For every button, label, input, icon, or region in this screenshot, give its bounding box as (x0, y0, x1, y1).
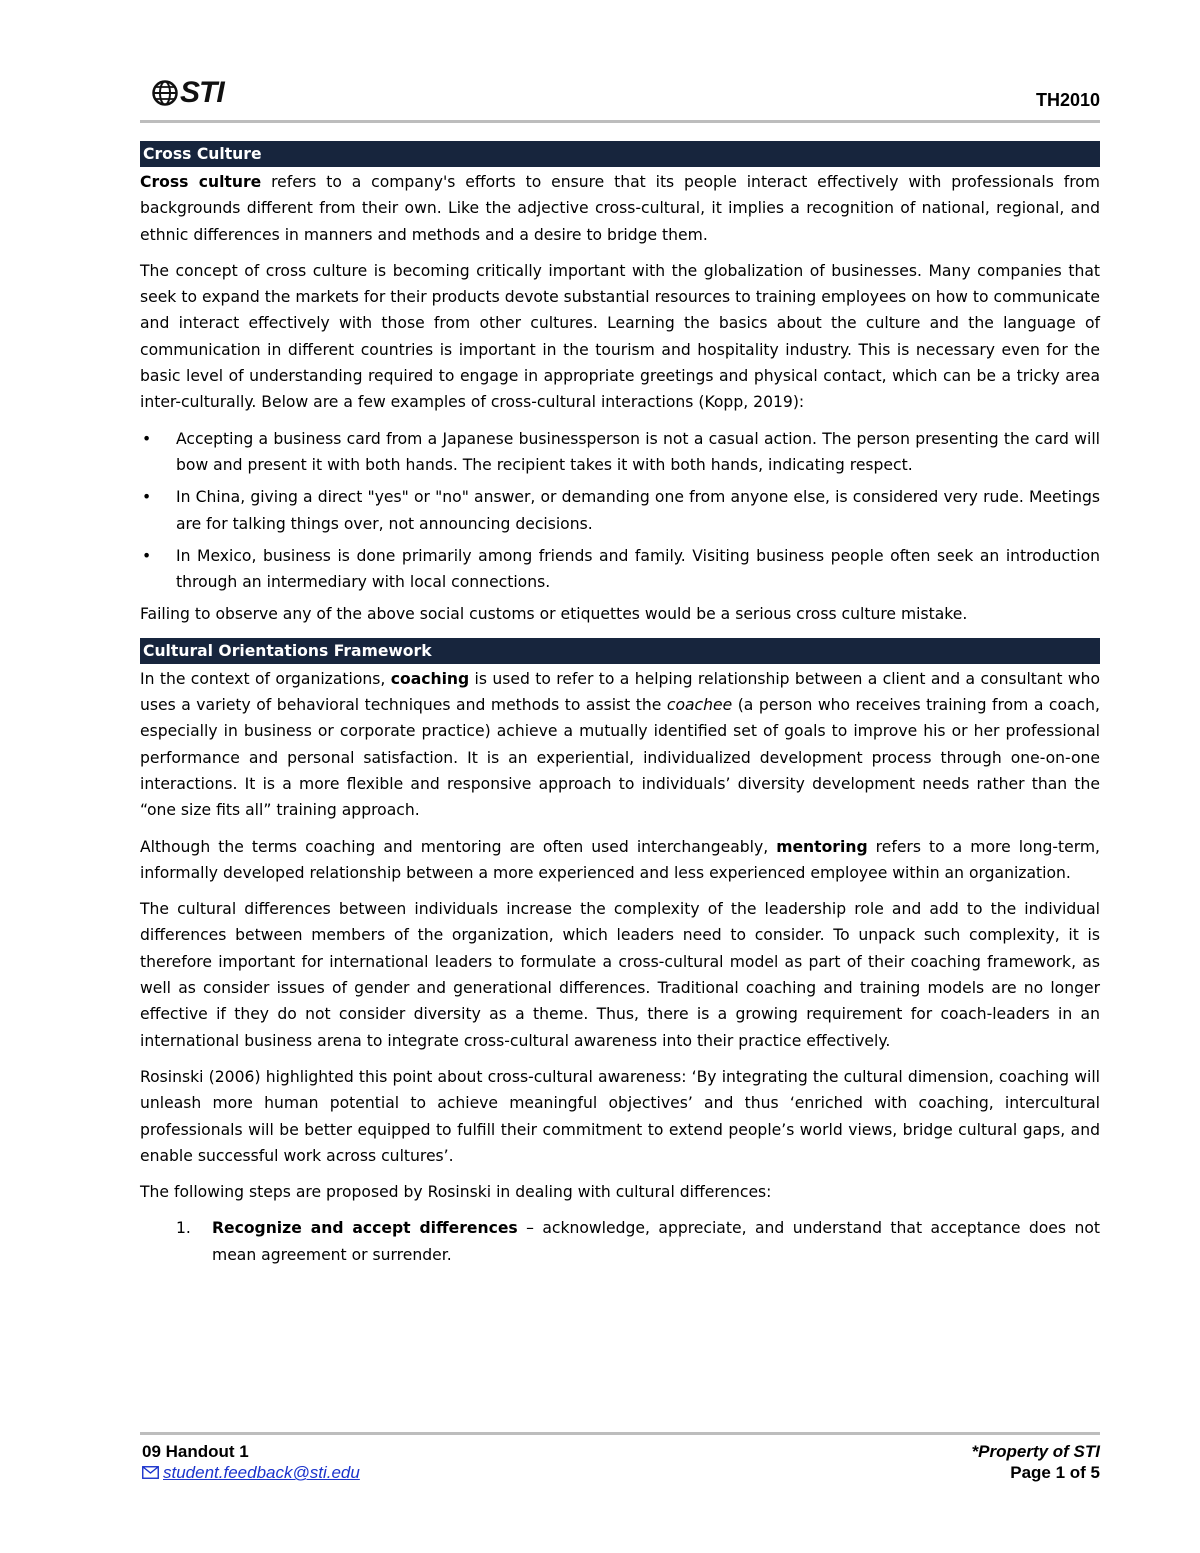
paragraph-text: refers to a more long-term, informally developed relationship between a more experienced and less experienced employee within an organization. (140, 837, 1100, 882)
step-text: – acknowledge, appreciate, and understand that acceptance does not mean agreement or surrender. (212, 1219, 1100, 1264)
paragraph: The concept of cross culture is becoming critically important with the globalization of businesses. Many companies that seek to expand the markets for their products devote substantial resources to training employees on how to communicate and interact effectively with those from other cultures. Learning the basics about the culture and the language of communication in different countries is important in the tourism and hospitality industry. This is necessary even for the basic level of understanding required to engage in appropriate greetings and physical contact, which can be a tricky area inter-culturally. Below are a few examples of cross-cultural interactions (Kopp, 2019): (140, 261, 1100, 412)
paragraph-text: refers to a company's efforts to ensure that its people interact effectively with professionals from backgrounds different from their own. Like the adjective cross-cultural, it implies a recognition of national, regional, and ethnic differences in manners and methods and a desire to bridge them. (140, 173, 1100, 244)
paragraph-text: (a person who receives training from a coach, especially in business or corporate practice) achieve a mutually identified set of goals to improve his or her professional performance and personal satisfaction. It is an experiential, individualized development process through one-on-one interactions. It is a more flexible and responsive approach to individuals’ diversity development needs rather than the “one size fits all” training approach. (140, 696, 1100, 820)
globe-icon (152, 80, 178, 106)
step-term: Recognize and accept differences (212, 1219, 518, 1238)
steps-list (140, 1215, 1100, 1268)
envelope-icon (142, 1466, 159, 1479)
footer-left (142, 1441, 360, 1483)
paragraph (140, 666, 1100, 824)
term-coaching: coaching (390, 669, 470, 688)
logo-text: STI (180, 76, 224, 109)
term-mentoring: mentoring (776, 837, 868, 856)
handout-label: 09 Handout 1 (142, 1442, 249, 1461)
bullet-icon: • (142, 546, 152, 565)
list-item-text: In China, giving a direct "yes" or "no" answer, or demanding one from anyone else, is considered very rude. Meetings are for talking things over, not announcing decisions. (176, 488, 1100, 533)
feedback-email-row (142, 1462, 360, 1483)
property-notice: *Property of STI (971, 1442, 1100, 1461)
sti-logo (152, 78, 224, 108)
page-footer (140, 1432, 1100, 1492)
list-item (140, 426, 1100, 479)
page-body (140, 141, 1100, 1268)
paragraph (140, 834, 1100, 887)
paragraph-text: is used to refer to a helping relationship between a client and a consultant who uses a variety of behavioral techniques and methods to assist the (140, 669, 1101, 715)
document-code: TH2010 (1035, 90, 1100, 110)
paragraph (140, 169, 1100, 248)
footer-divider (140, 1432, 1100, 1435)
feedback-email-link[interactable]: student.feedback@sti.edu (163, 1463, 360, 1482)
section-heading-cross-culture: Cross Culture (140, 141, 1100, 167)
bullet-icon: • (142, 429, 152, 448)
page-number: Page 1 of 5 (1010, 1463, 1100, 1482)
paragraph-text: In the context of organizations, (140, 669, 391, 688)
paragraph: Rosinski (2006) highlighted this point about cross-cultural awareness: ‘By integrating the cultural dimension, coaching will unleash more human potential to achieve meaningful objectives’ and thus ‘enriched with coaching, intercultural professionals will be better equipped to fulfill their commitment to extend people’s world views, bridge cultural gaps, and enable successful work across cultures’. (140, 1067, 1100, 1165)
list-item (140, 484, 1100, 537)
list-item-text: Accepting a business card from a Japanese businessperson is not a casual action. The person presenting the card will bow and present it with both hands. The recipient takes it with both hands, indicating respect. (176, 429, 1100, 474)
list-item (140, 543, 1100, 596)
page-header (140, 70, 1100, 125)
footer-right (972, 1441, 1100, 1483)
bullet-icon: • (142, 488, 152, 507)
paragraph-text: Although the terms coaching and mentoring are often used interchangeably, (140, 837, 777, 856)
term-coachee: coachee (666, 696, 733, 715)
section-heading-cultural-orientations: Cultural Orientations Framework (140, 638, 1100, 664)
paragraph: Failing to observe any of the above social customs or etiquettes would be a serious cross culture mistake. (140, 605, 968, 624)
bullet-list (140, 426, 1100, 596)
list-item-text: In Mexico, business is done primarily among friends and family. Visiting business people often seek an introduction through an intermediary with local connections. (176, 546, 1100, 592)
term-cross-culture: Cross culture (140, 173, 262, 191)
list-item (140, 1215, 1100, 1268)
step-number: 1. (176, 1219, 191, 1238)
paragraph: The following steps are proposed by Rosinski in dealing with cultural differences: (140, 1183, 772, 1202)
header-divider (140, 120, 1100, 123)
paragraph: The cultural differences between individuals increase the complexity of the leadership role and add to the individual differences between members of the organization, which leaders need to consider. To unpack such complexity, it is therefore important for international leaders to formulate a cross-cultural model as part of their coaching framework, as well as consider issues of gender and generational differences. Traditional coaching and training models are no longer effective if they do not consider diversity as a theme. Thus, there is a growing requirement for coach-leaders in an international business arena to integrate cross-cultural awareness into their practice effectively. (140, 900, 1100, 1050)
